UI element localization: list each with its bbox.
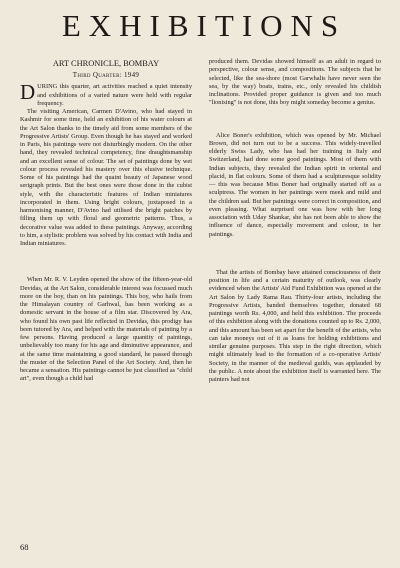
drop-cap-letter: D	[20, 80, 36, 105]
column-spacer	[209, 239, 381, 269]
page-title: EXHIBITIONS	[61, 8, 347, 43]
devidas-paragraph: When Mr. R. V. Leyden opened the show of the fifteen-year-old Devidas, at the Art Salon, considerable interest was focussed much more on the boy, than on his paintings. This boy, who hails from the Himalayan country of Garhwal, has been working as a domestic servant in the house of a film star. Discovered by Ara, who found his own past life reflected in Devidas, this prodigy has been tutored by Ara, and helped with the materials of painting by a few persons. Having produced a large quantity of paintings, unbelievably too many for his age and diminutive appearance, and at the same time maintaining a good standard, he passed through the muster of the Selection Panel of the Art Society. And, then he became a sensation. His paintings cannot be just classified as "child art", even though a child had	[20, 276, 192, 383]
boner-paragraph: Alice Boner's exhibition, which was opened by Mr. Michael Brown, did not turn out to be a success. This widely-travelled elderly Swiss Lady, who has had her training in Italy and Switzerland, had done some good paintings. Most of them with Indian subjects, they revealed the Indian spirit in oriental and placid, in flat colours. Some of them had a sculpturesque solidity — this was because Miss Boner had originally started off as a sculptress. The women in her paintings were meek and mild and the children sad. But her paintings were correct in composition, and even pleasing. What surprised one was how with her long association with Uday Shankar, she has not been able to show the influence of dance, especially movement and colour, in her paintings.	[209, 131, 381, 238]
devidas-continued-paragraph: produced them. Devidas showed himself as an adult in regard to perspective, colour sense, and compositions. The subjects that he selected, like the sea-shore (most Garwhalis have never seen the sea, by the way) boats, trains, etc., only revealed his childish inclinations. Provided proper guidance is given and too much "lionising" is not done, this boy might someday become a genius.	[209, 58, 381, 107]
intro-paragraph-text: URING this quarter, art activities reached a quiet intensity and exhibitions of a varied nature were held with regular frequency.	[37, 83, 192, 107]
column-spacer	[209, 108, 381, 132]
column-spacer	[20, 248, 192, 276]
quarter-heading: Third Quarter: 1949	[72, 71, 140, 79]
intro-paragraph	[20, 80, 192, 108]
davino-paragraph: The visiting American, Carmen D'Avino, who had stayed in Kashmir for some time, held an exhibition of his water colours at the Art Salon thanks to the timely aid from some members of the Progressive Artists' Group. Even though he has stayed and worked in Paris, his paintings were not disturbingly modern. On the other hand, they revealed technical competency, fine draughtsmanship and an excellent sense of colour. The set of paintings done by wet colour process revealed his mastery over this elusive technique. Some of his paintings had the quaint beauty of Japanese wood serigraph prints. But the best ones were those done in the cubist style, with the characteristic features of Indian miniatures incorporated in them. Using bright colours, juxtaposed in a harmonising manner, D'Avino had utilised the bright patches by filling them up with floral and geometric patterns. Thus, a decorative value was added to these paintings. Anyway, according to him, a stylistic problem was solved by his contact with India and Indian miniatures.	[20, 108, 192, 247]
left-column	[20, 58, 192, 384]
page-number: 68	[20, 542, 29, 552]
right-column	[209, 58, 381, 384]
aid-fund-paragraph: That the artists of Bombay have attained consciousness of their position in life and a certain maturity of outlook, was clearly evidenced when the Artists' Aid Fund Exhibition was opened at the Art Salon by Lady Rama Rau. Thirty-four artists, including the Progressive Artists, banded themselves together, donated 68 paintings worth Rs. 4,000, and held this exhibition. The proceeds of this exhibition along with the donations counted up to Rs. 2,000, and this amount has been set apart for the benefit of the artists, who can take moneys out of it as loans for holding exhibitions and similar genuine purposes. This step in the right direction, which might ultimately lead to the formation of a co-operative Artists' Society, in the manner of the medieval guilds, was applauded by the public. A note about the exhibition itself is warranted here. The painters had not	[209, 268, 381, 383]
section-subtitle: ART CHRONICLE, BOMBAY	[52, 59, 160, 68]
